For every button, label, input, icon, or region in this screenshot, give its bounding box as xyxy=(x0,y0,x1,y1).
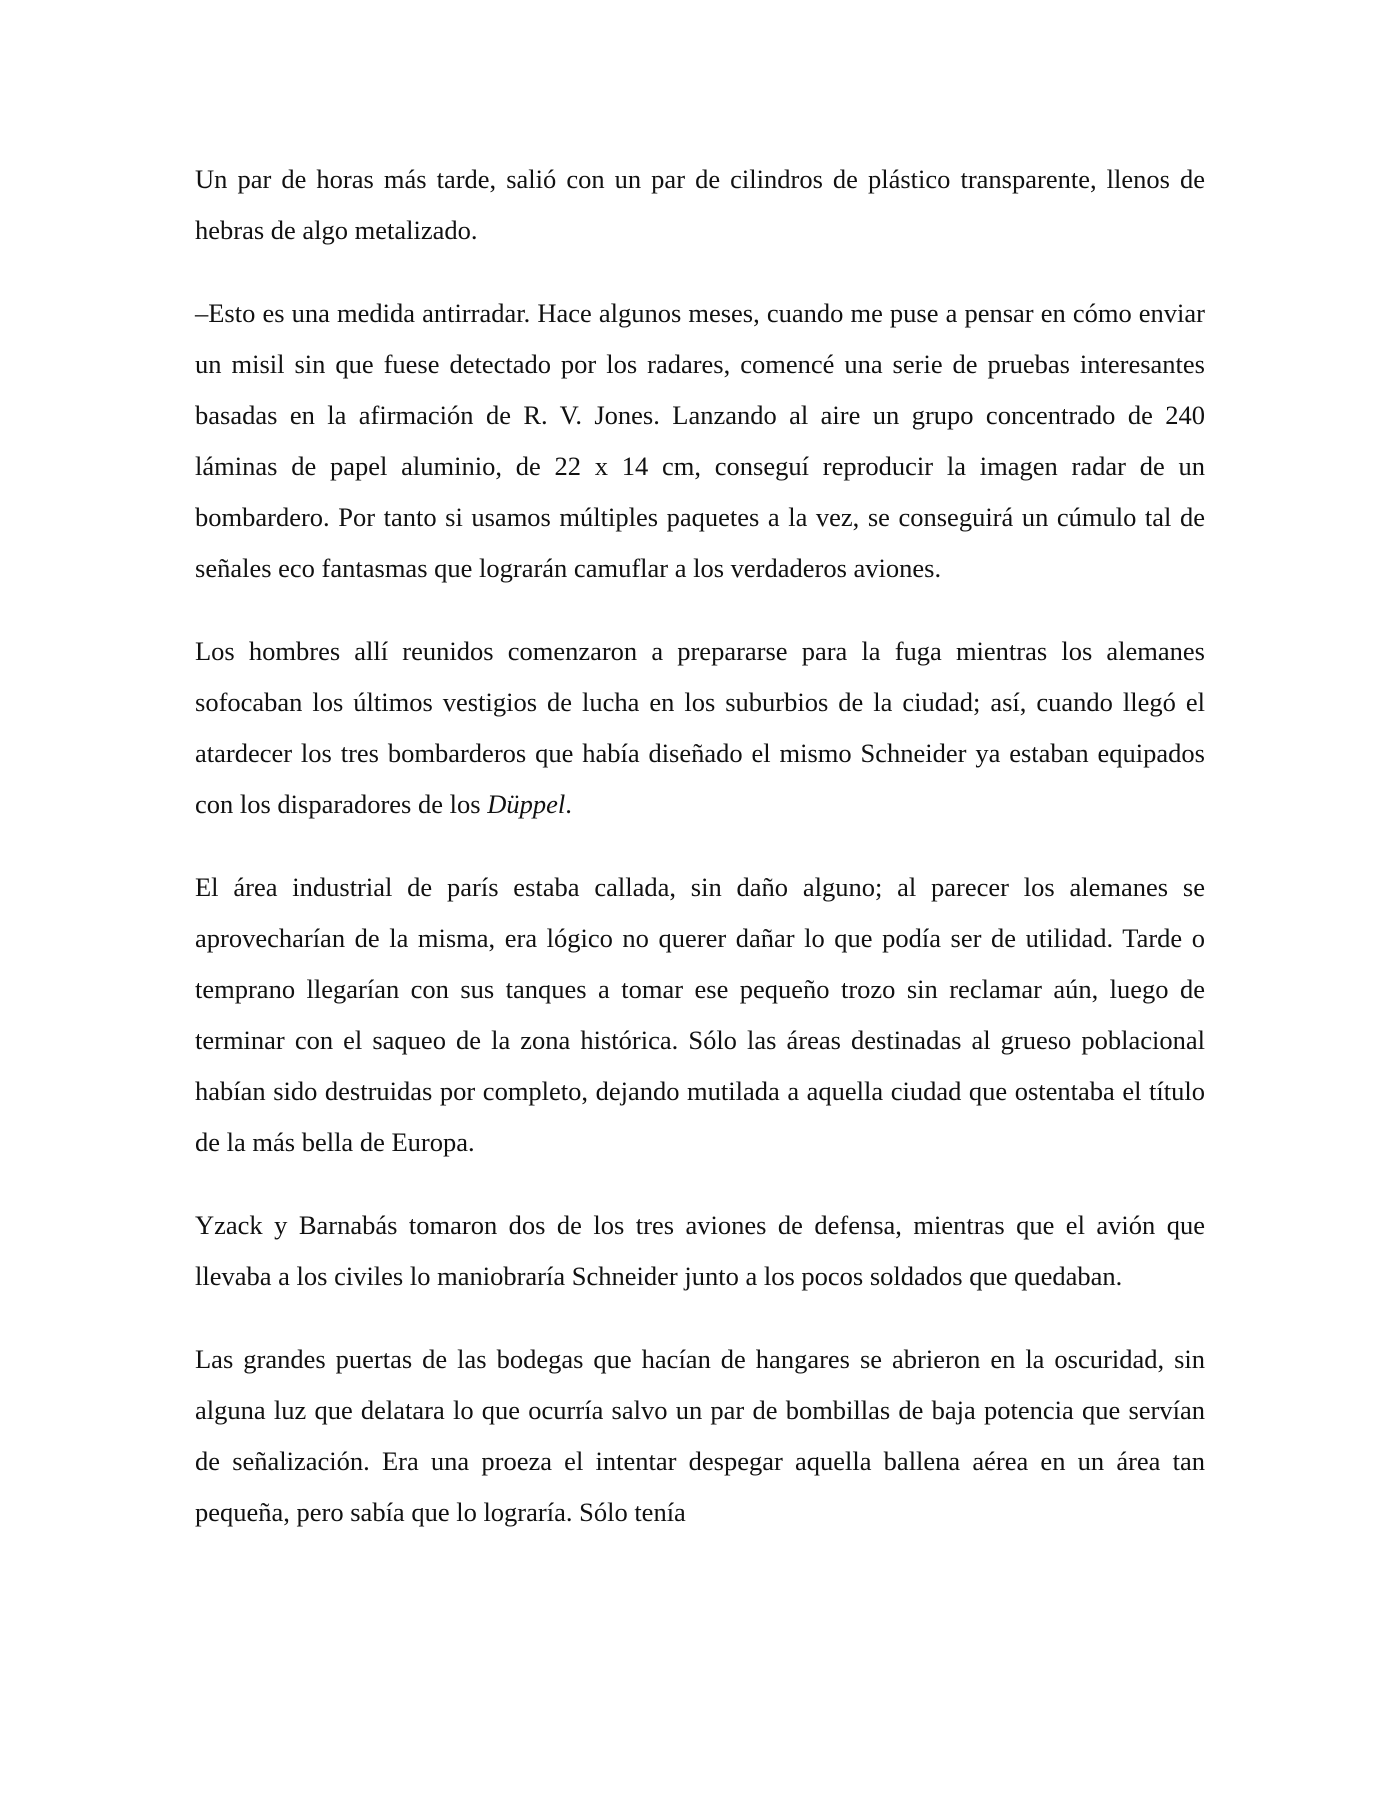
paragraph: Las grandes puertas de las bodegas que hacían de hangares se abrieron en la oscuridad, sin alguna luz que delatara lo que ocurría salvo un par de bombillas de baja potencia que servían de señalización. Era una proeza el intentar despegar aquella ballena aérea en un área tan pequeña, pero sabía que lo lograría. Sólo tenía xyxy=(195,1344,1205,1527)
paragraph: Un par de horas más tarde, salió con un par de cilindros de plástico transparente, llenos de hebras de algo metalizado. xyxy=(195,164,1205,245)
paragraph: Yzack y Barnabás tomaron dos de los tres aviones de defensa, mientras que el avión que llevaba a los civiles lo maniobraría Schneider junto a los pocos soldados que quedaban. xyxy=(195,1210,1205,1291)
paragraph xyxy=(195,626,1205,830)
paragraph: El área industrial de parís estaba callada, sin daño alguno; al parecer los alemanes se aprovecharían de la misma, era lógico no querer dañar lo que podía ser de utilidad. Tarde o temprano llegarían con sus tanques a tomar ese pequeño trozo sin reclamar aún, luego de terminar con el saqueo de la zona histórica. Sólo las áreas destinadas al grueso poblacional habían sido destruidas por completo, dejando mutilada a aquella ciudad que ostentaba el título de la más bella de Europa. xyxy=(195,872,1205,1157)
italic-term: Düppel xyxy=(487,789,566,819)
paragraph-text: . xyxy=(565,789,572,819)
paragraph-text: Los hombres allí reunidos comenzaron a prepararse para la fuga mientras los alemanes sofocaban los últimos vestigios de lucha en los suburbios de la ciudad; así, cuando llegó el atardecer los tres bombarderos que había diseñado el mismo Schneider ya estaban equipados con los disparadores de los xyxy=(195,636,1205,819)
document-page xyxy=(195,154,1205,1538)
paragraph: –Esto es una medida antirradar. Hace algunos meses, cuando me puse a pensar en cómo enviar un misil sin que fuese detectado por los radares, comencé una serie de pruebas interesantes basadas en la afirmación de R. V. Jones. Lanzando al aire un grupo concentrado de 240 láminas de papel aluminio, de 22 x 14 cm, conseguí reproducir la imagen radar de un bombardero. Por tanto si usamos múltiples paquetes a la vez, se conseguirá un cúmulo tal de señales eco fantasmas que lograrán camuflar a los verdaderos aviones. xyxy=(195,298,1205,583)
